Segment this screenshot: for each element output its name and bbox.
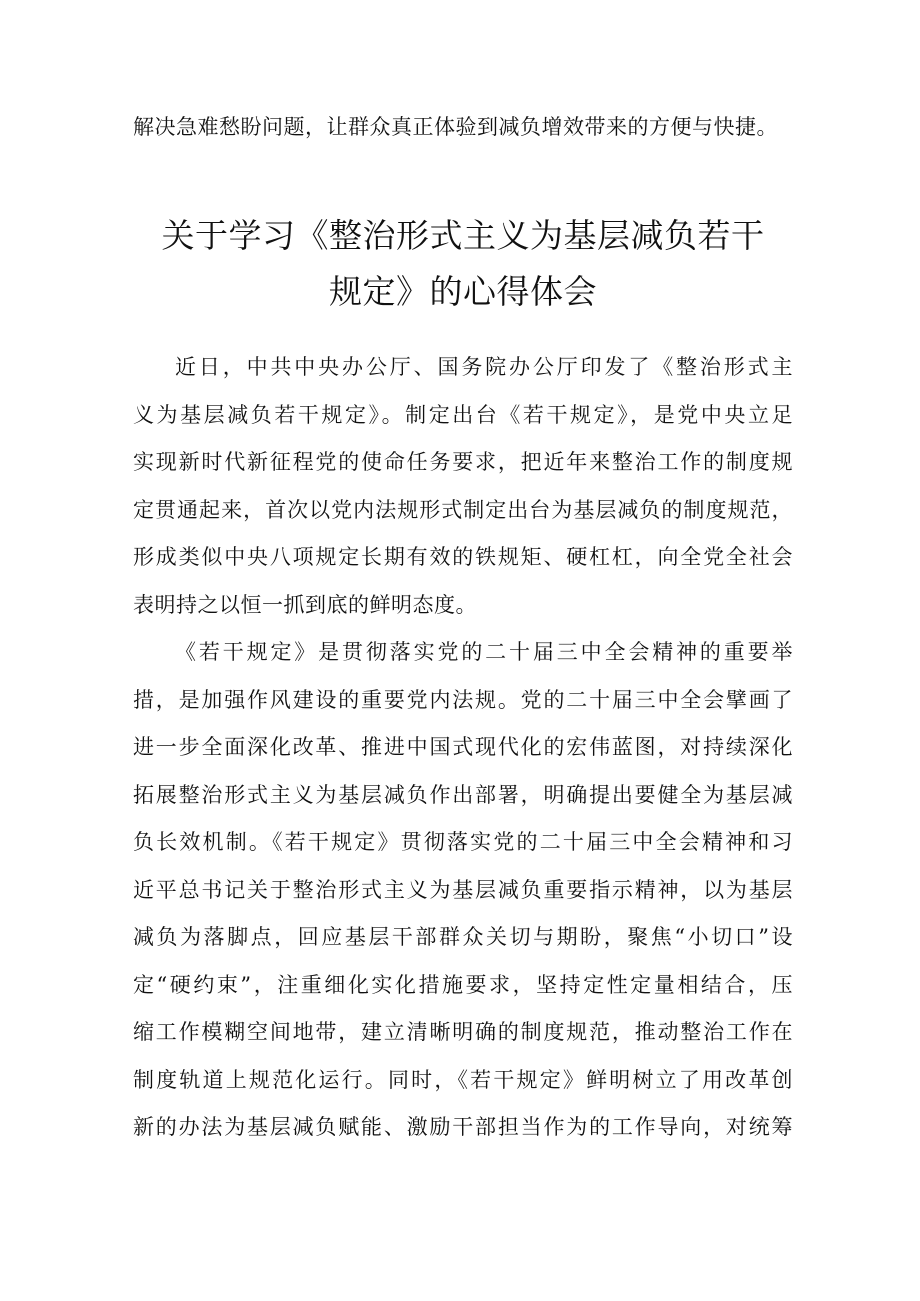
text-line: 进一步全面深化改革、推进中国式现代化的宏伟蓝图，对持续深化 [133, 735, 793, 759]
paragraph-1 [133, 344, 793, 629]
title-line-1: 关于学习《整治形式主义为基层减负若干 [161, 216, 765, 255]
text-line: 制度轨道上规范化运行。同时，《若干规定》鲜明树立了用改革创 [133, 1067, 793, 1092]
text-line: 近平总书记关于整治形式主义为基层减负重要指示精神，以为基层 [133, 877, 793, 902]
paragraph-2 [133, 629, 793, 1152]
text-line: 义为基层减负若干规定》。制定出台《若干规定》，是党中央立足 [133, 402, 793, 427]
text-line: 近日，中共中央办公厅、国务院办公厅印发了《整治形式主 [175, 355, 793, 379]
text-line: 新的办法为基层减负赋能、激励干部担当作为的工作导向，对统筹 [133, 1115, 793, 1139]
text-line: 负长效机制。《若干规定》贯彻落实党的二十届三中全会精神和习 [133, 830, 793, 854]
text-line: 定贯通起来，首次以党内法规形式制定出台为基层减负的制度规范， [133, 497, 793, 522]
text-line: 表明持之以恒一抓到底的鲜明态度。 [133, 592, 477, 617]
text-line: 定“硬约束”，注重细化实化措施要求，坚持定性定量相结合，压 [133, 972, 793, 997]
text-line: 缩工作模糊空间地带，建立清晰明确的制度规范，推动整治工作在 [133, 1020, 793, 1044]
title-line-2: 规定》的心得体会 [329, 272, 597, 311]
text-line: 减负为落脚点，回应基层干部群众关切与期盼，聚焦“小切口”设 [133, 925, 793, 949]
text-line: 措，是加强作风建设的重要党内法规。党的二十届三中全会擘画了 [133, 687, 793, 712]
text-line: 形成类似中央八项规定长期有效的铁规矩、硬杠杠，向全党全社会 [133, 545, 793, 569]
text-line: 解决急难愁盼问题，让群众真正体验到减负增效带来的方便与快捷。 [133, 115, 778, 139]
text-line: 《若干规定》是贯彻落实党的二十届三中全会精神的重要举 [175, 640, 793, 664]
text-line: 拓展整治形式主义为基层减负作出部署，明确提出要健全为基层减 [133, 782, 793, 807]
top-continuation-line [133, 104, 793, 152]
document-title [133, 212, 793, 316]
text-line: 实现新时代新征程党的使命任务要求，把近年来整治工作的制度规 [133, 450, 793, 474]
